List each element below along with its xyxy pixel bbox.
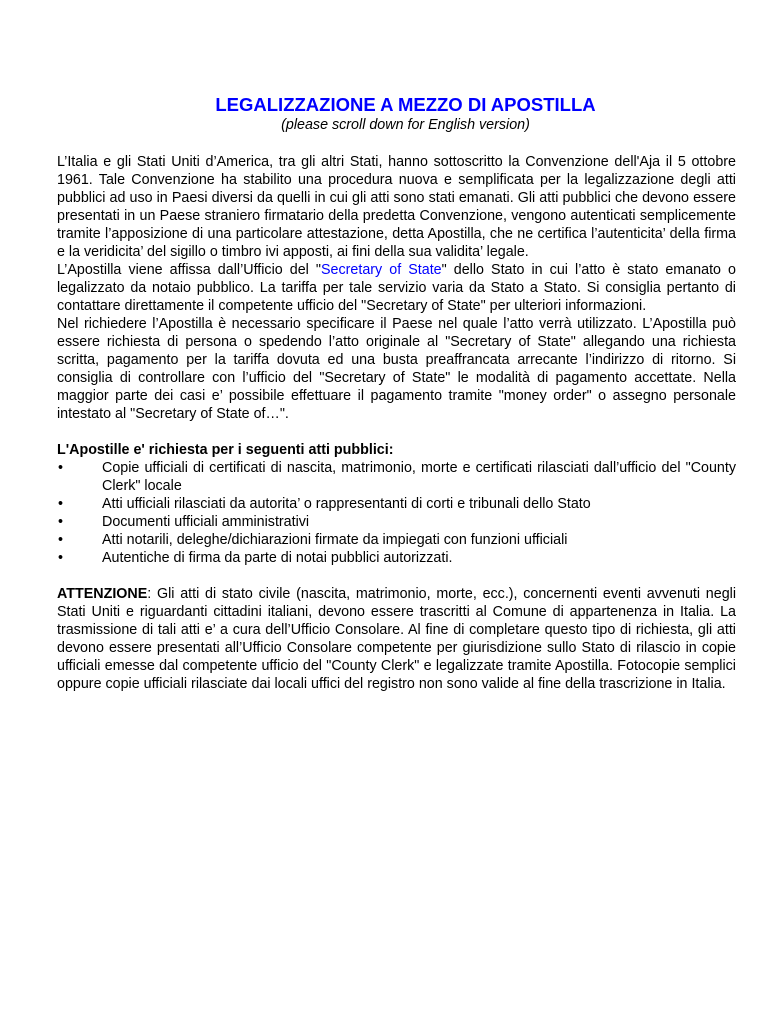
paragraph-2-text-start: L’Apostilla viene affissa dall’Ufficio del "	[57, 262, 321, 278]
list-item	[57, 549, 736, 567]
secretary-of-state-link[interactable]: Secretary of State	[321, 262, 442, 278]
required-list-heading: L'Apostille e' richiesta per i seguenti atti pubblici:	[57, 442, 394, 458]
attention-paragraph	[57, 585, 736, 693]
bullet-icon: •	[58, 496, 64, 512]
spacer	[57, 567, 736, 585]
page-subtitle: (please scroll down for English version)	[281, 117, 530, 133]
intro-paragraph-2	[57, 261, 736, 315]
attention-text: : Gli atti di stato civile (nascita, matrimonio, morte, ecc.), concernenti eventi avvenuti negli Stati Uniti e riguardanti cittadini italiani, devono essere trascritti al Comune di appartenenza in Italia. La trasmissione di tali atti e’ a cura dell’Ufficio Consolare. Al fine di completare questo tipo di richiesta, gli atti devono essere presentati all’Ufficio Consolare competente per giurisdizione sullo Stato di rilascio in copie ufficiali emesse dal competente ufficio del "County Clerk" e legalizzate tramite Apostilla. Fotocopie semplici oppure copie ufficiali rilasciate dai locali uffici del registro non sono valide al fine della trascrizione in Italia.	[57, 586, 736, 692]
page-title: LEGALIZZAZIONE A MEZZO DI APOSTILLA	[215, 94, 596, 115]
intro-paragraph-1: L’Italia e gli Stati Uniti d’America, tra gli altri Stati, hanno sottoscritto la Convenzione dell'Aja il 5 ottobre 1961. Tale Convenzione ha stabilito una procedura nuova e semplificata per la legalizzazione degli atti pubblici ad uso in Paesi diversi da quelli in cui gli atti sono stati emanati. Gli atti pubblici che devono essere presentati in un Paese straniero firmatario della predetta Convenzione, vengono autenticati semplicemente tramite l’apposizione di una particolare attestazione, detta Apostilla, che ne certifica l’autenticita’ della firma e la veridicita’ del sigillo o timbro ivi apposti, ai fini della sua validita’ legale.	[57, 154, 736, 260]
spacer	[57, 423, 736, 441]
list-item-text: Atti notarili, deleghe/dichiarazioni firmate da impiegati con funzioni ufficiali	[102, 532, 568, 548]
paragraph-2-text-end: " dello Stato in cui l’atto è stato emanato o legalizzato da notaio pubblico. La tariffa per tale servizio varia da Stato a Stato. Si consiglia pertanto di contattare direttamente il competente ufficio del "Secretary of State" per ulteriori informazioni.	[57, 262, 737, 314]
list-item-text: Autentiche di firma da parte di notai pubblici autorizzati.	[102, 550, 453, 566]
list-item	[57, 513, 736, 531]
bullet-icon: •	[58, 514, 64, 530]
list-item	[57, 495, 736, 513]
bullet-icon: •	[58, 550, 64, 566]
list-item-text: Atti ufficiali rilasciati da autorita’ o rappresentanti di corti e tribunali dello Stato	[102, 496, 591, 512]
bullet-icon: •	[58, 460, 64, 476]
list-item	[57, 459, 736, 495]
attention-label: ATTENZIONE	[57, 586, 148, 602]
bullet-icon: •	[58, 532, 64, 548]
list-item-text: Documenti ufficiali amministrativi	[102, 514, 310, 530]
required-documents-list	[57, 459, 736, 567]
intro-paragraph-3: Nel richiedere l’Apostilla è necessario specificare il Paese nel quale l’atto verrà utilizzato. L’Apostilla può essere richiesta di persona o spedendo l’atto originale al "Secretary of State" allegando una richiesta scritta, pagamento per la tariffa dovuta ed una busta preaffrancata arrecante l’indirizzo di ritorno. Si consiglia di controllare con l’ufficio del "Secretary of State" le modalità di pagamento accettate. Nella maggior parte dei casi e’ possibile effettuare il pagamento tramite "money order" o assegno personale intestato al "Secretary of State of…".	[57, 316, 736, 422]
list-item-text: Copie ufficiali di certificati di nascita, matrimonio, morte e certificati rilasciati dall’ufficio del "County Clerk" locale	[102, 460, 736, 494]
list-item	[57, 531, 736, 549]
